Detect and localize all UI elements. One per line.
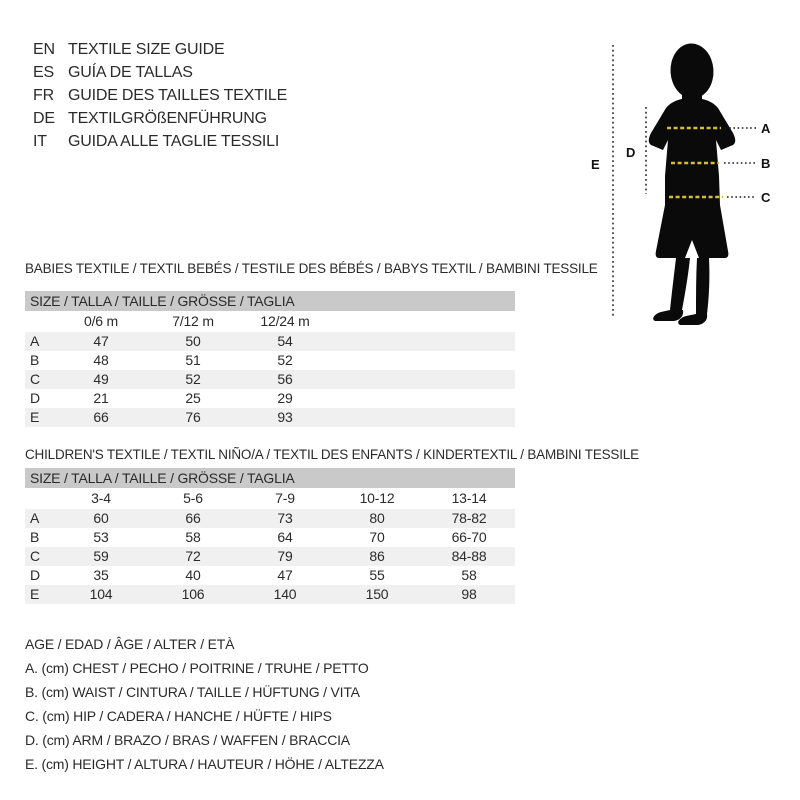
column-header: 10-12 xyxy=(359,490,395,506)
value-cell: 54 xyxy=(277,333,293,349)
value-cell: 80 xyxy=(369,510,385,526)
value-cell: 79 xyxy=(277,548,293,564)
measure-label-d: D xyxy=(626,145,636,160)
row-label: A xyxy=(30,510,40,526)
children-size-table xyxy=(25,468,515,604)
value-cell: 35 xyxy=(93,567,109,583)
value-cell: 66 xyxy=(93,409,109,425)
value-cell: 40 xyxy=(185,567,201,583)
language-code: EN xyxy=(33,40,55,58)
table-row xyxy=(25,408,515,427)
value-cell: 106 xyxy=(181,586,205,602)
legend-item: C. (cm) HIP / CADERA / HANCHE / HÜFTE / HIPS xyxy=(25,708,332,724)
row-label: E xyxy=(30,409,40,425)
column-header-spacer xyxy=(25,311,55,332)
value-cell: 84-88 xyxy=(451,548,487,564)
row-label: B xyxy=(30,352,40,368)
language-row xyxy=(33,61,287,84)
value-cell: 25 xyxy=(185,390,201,406)
column-header: 5-6 xyxy=(183,490,203,506)
value-cell: 51 xyxy=(185,352,201,368)
table-row xyxy=(25,389,515,408)
row-label: C xyxy=(30,371,40,387)
row-label: C xyxy=(30,548,40,564)
row-label: D xyxy=(30,390,40,406)
value-cell: 59 xyxy=(93,548,109,564)
language-list xyxy=(33,38,287,153)
table-row xyxy=(25,528,515,547)
language-code: IT xyxy=(33,132,47,150)
child-silhouette-diagram xyxy=(580,28,800,328)
child-silhouette-figure xyxy=(580,28,800,328)
value-cell: 66 xyxy=(185,510,201,526)
language-title: GUIDA ALLE TAGLIE TESSILI xyxy=(68,132,280,150)
value-cell: 86 xyxy=(369,548,385,564)
children-size-header-bar: SIZE / TALLA / TAILLE / GRÖSSE / TAGLIA xyxy=(25,468,515,488)
child-silhouette xyxy=(649,42,736,325)
column-header: 7/12 m xyxy=(172,313,214,329)
legend-item: A. (cm) CHEST / PECHO / POITRINE / TRUHE / PETTO xyxy=(25,660,369,676)
column-header: 3-4 xyxy=(91,490,111,506)
column-header: 7-9 xyxy=(275,490,295,506)
table-column-headers xyxy=(25,488,515,509)
column-header: 13-14 xyxy=(451,490,487,506)
table-row xyxy=(25,547,515,566)
row-label: A xyxy=(30,333,40,349)
table-row xyxy=(25,566,515,585)
language-title: GUÍA DE TALLAS xyxy=(68,63,193,81)
column-header-spacer xyxy=(25,488,55,509)
value-cell: 73 xyxy=(277,510,293,526)
table-row xyxy=(25,351,515,370)
value-cell: 48 xyxy=(93,352,109,368)
language-code: ES xyxy=(33,63,54,81)
table-row xyxy=(25,332,515,351)
value-cell: 72 xyxy=(185,548,201,564)
measure-label-b: B xyxy=(761,156,771,171)
language-code: DE xyxy=(33,109,55,127)
babies-size-table-body xyxy=(25,311,515,427)
value-cell: 93 xyxy=(277,409,293,425)
value-cell: 76 xyxy=(185,409,201,425)
value-cell: 49 xyxy=(93,371,109,387)
language-title: TEXTILGRÖßENFÜHRUNG xyxy=(68,109,267,127)
babies-size-header-bar: SIZE / TALLA / TAILLE / GRÖSSE / TAGLIA xyxy=(25,291,515,311)
table-row xyxy=(25,509,515,528)
children-size-table-body xyxy=(25,488,515,604)
babies-size-table xyxy=(25,291,515,427)
language-code: FR xyxy=(33,86,54,104)
measure-label-e: E xyxy=(591,157,600,172)
value-cell: 150 xyxy=(365,586,389,602)
value-cell: 21 xyxy=(93,390,109,406)
measurement-legend xyxy=(25,632,384,776)
value-cell: 140 xyxy=(273,586,297,602)
language-row xyxy=(33,130,287,153)
value-cell: 52 xyxy=(277,352,293,368)
row-label: E xyxy=(30,586,40,602)
table-row xyxy=(25,585,515,604)
row-label: B xyxy=(30,529,40,545)
value-cell: 47 xyxy=(93,333,109,349)
value-cell: 58 xyxy=(461,567,477,583)
value-cell: 78-82 xyxy=(451,510,487,526)
legend-items xyxy=(25,656,384,776)
value-cell: 60 xyxy=(93,510,109,526)
value-cell: 58 xyxy=(185,529,201,545)
value-cell: 98 xyxy=(461,586,477,602)
language-title: GUIDE DES TAILLES TEXTILE xyxy=(68,86,288,104)
row-label: D xyxy=(30,567,40,583)
table-column-headers xyxy=(25,311,515,332)
legend-item: E. (cm) HEIGHT / ALTURA / HAUTEUR / HÖHE / ALTEZZA xyxy=(25,756,384,772)
age-legend-line: AGE / EDAD / ÂGE / ALTER / ETÀ xyxy=(25,636,235,652)
language-row xyxy=(33,84,287,107)
legend-item: B. (cm) WAIST / CINTURA / TAILLE / HÜFTUNG / VITA xyxy=(25,684,360,700)
value-cell: 47 xyxy=(277,567,293,583)
measure-label-c: C xyxy=(761,190,771,205)
value-cell: 53 xyxy=(93,529,109,545)
value-cell: 66-70 xyxy=(451,529,487,545)
children-section-title: CHILDREN'S TEXTILE / TEXTIL NIÑO/A / TEXTIL DES ENFANTS / KINDERTEXTIL / BAMBINI TESSILE xyxy=(25,447,639,462)
language-row xyxy=(33,107,287,130)
language-title: TEXTILE SIZE GUIDE xyxy=(68,40,225,58)
value-cell: 70 xyxy=(369,529,385,545)
value-cell: 55 xyxy=(369,567,385,583)
column-header: 12/24 m xyxy=(260,313,310,329)
table-row xyxy=(25,370,515,389)
value-cell: 104 xyxy=(89,586,113,602)
value-cell: 52 xyxy=(185,371,201,387)
measure-label-a: A xyxy=(761,121,771,136)
value-cell: 50 xyxy=(185,333,201,349)
value-cell: 56 xyxy=(277,371,293,387)
value-cell: 64 xyxy=(277,529,293,545)
babies-section-title: BABIES TEXTILE / TEXTIL BEBÉS / TESTILE DES BÉBÉS / BABYS TEXTIL / BAMBINI TESSILE xyxy=(25,261,598,276)
language-row xyxy=(33,38,287,61)
value-cell: 29 xyxy=(277,390,293,406)
column-header: 0/6 m xyxy=(83,313,118,329)
legend-item: D. (cm) ARM / BRAZO / BRAS / WAFFEN / BRACCIA xyxy=(25,732,350,748)
